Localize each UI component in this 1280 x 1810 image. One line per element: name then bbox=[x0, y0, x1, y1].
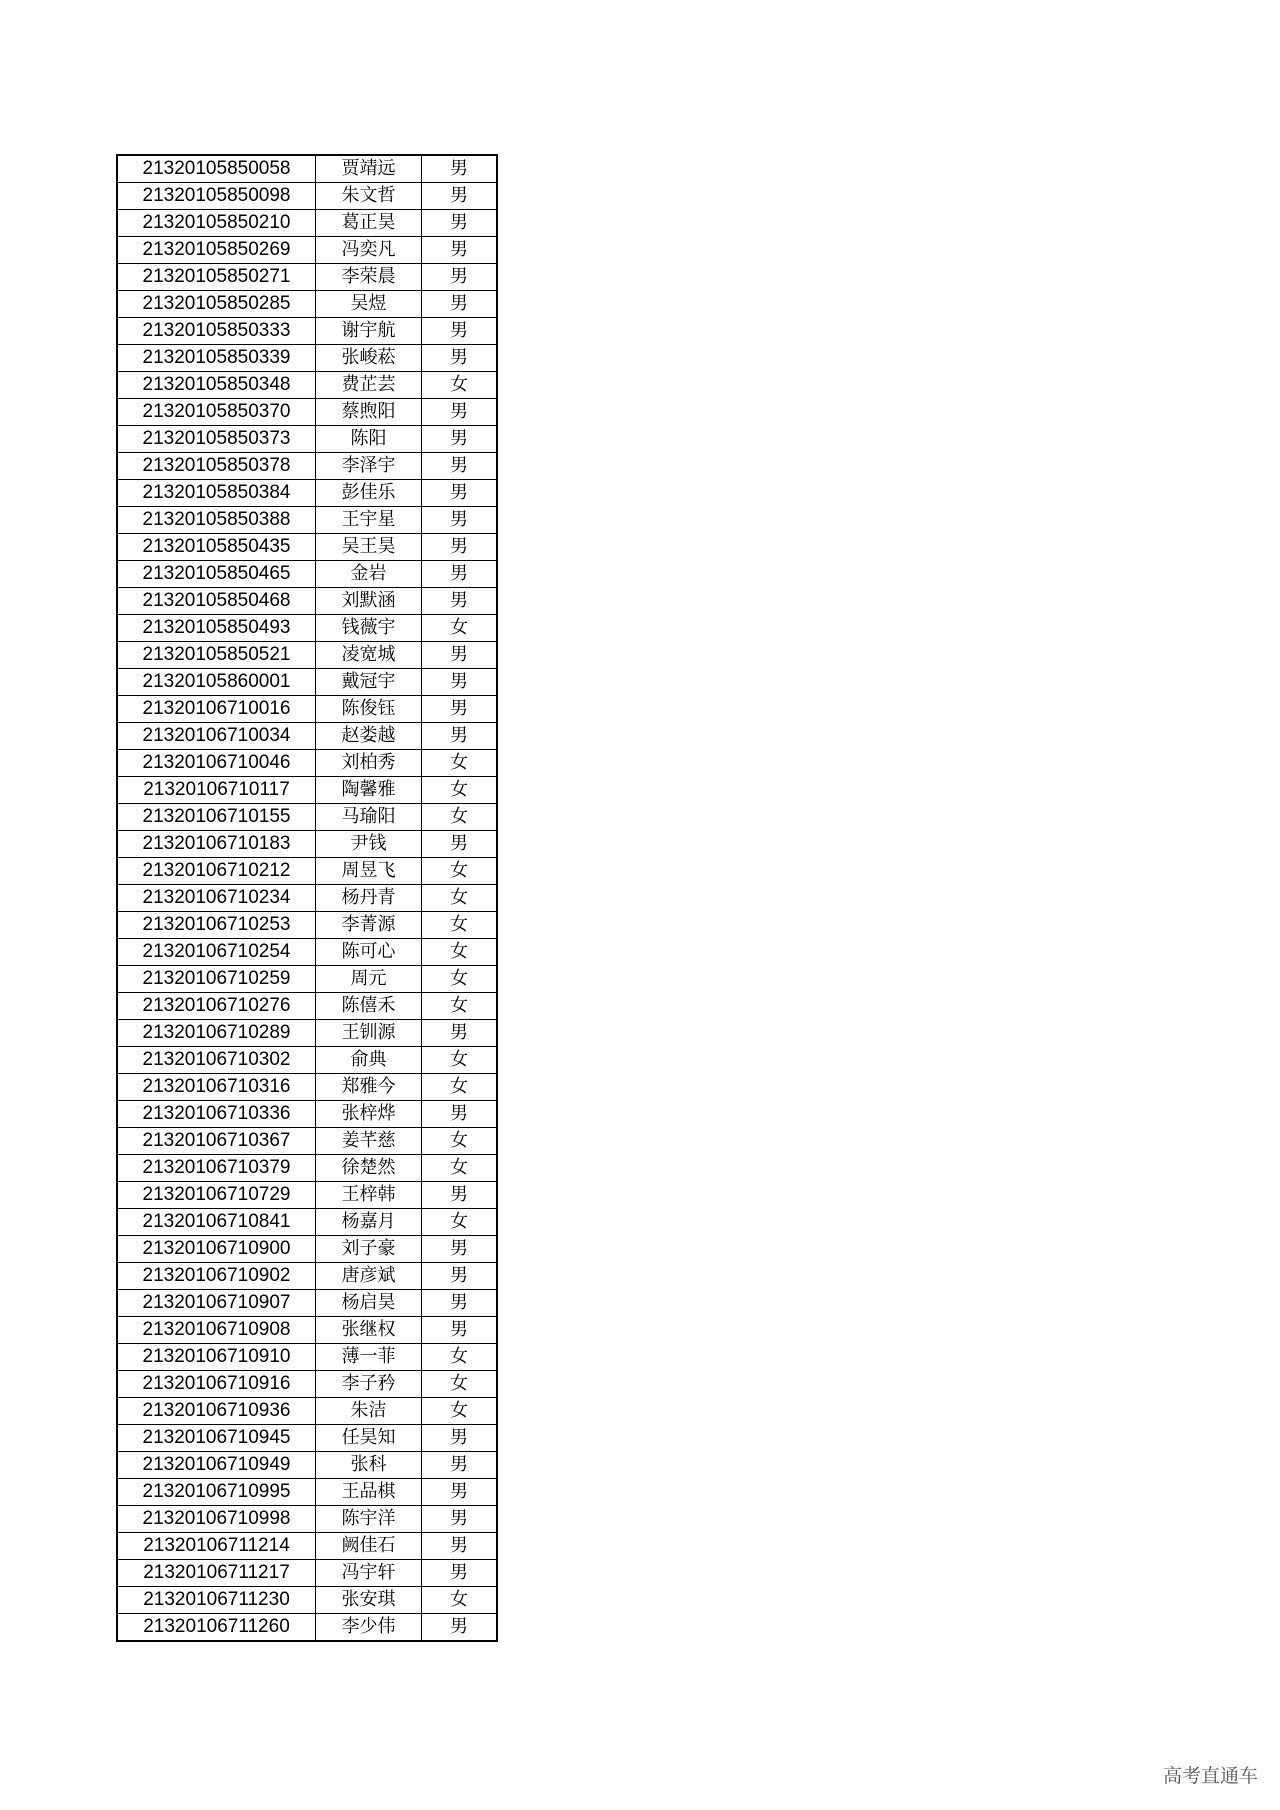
table-row bbox=[117, 372, 497, 399]
student-name-cell: 唐彦斌 bbox=[316, 1263, 422, 1290]
gender-cell: 男 bbox=[422, 155, 498, 183]
student-name-cell: 费芷芸 bbox=[316, 372, 422, 399]
student-name-cell: 刘柏秀 bbox=[316, 750, 422, 777]
table-row bbox=[117, 1128, 497, 1155]
student-name-cell: 张梓烨 bbox=[316, 1101, 422, 1128]
table-row bbox=[117, 588, 497, 615]
gender-cell: 女 bbox=[422, 372, 498, 399]
table-row bbox=[117, 1263, 497, 1290]
gender-cell: 女 bbox=[422, 804, 498, 831]
table-row bbox=[117, 1074, 497, 1101]
student-name-cell: 薄一菲 bbox=[316, 1344, 422, 1371]
gender-cell: 女 bbox=[422, 1128, 498, 1155]
student-id-cell: 21320105850435 bbox=[117, 534, 316, 561]
student-name-cell: 王宇星 bbox=[316, 507, 422, 534]
gender-cell: 女 bbox=[422, 939, 498, 966]
student-id-cell: 21320105850348 bbox=[117, 372, 316, 399]
student-name-cell: 王梓韩 bbox=[316, 1182, 422, 1209]
student-id-cell: 21320106710117 bbox=[117, 777, 316, 804]
gender-cell: 女 bbox=[422, 1587, 498, 1614]
table-row bbox=[117, 1101, 497, 1128]
table-row bbox=[117, 1506, 497, 1533]
student-id-cell: 21320105850333 bbox=[117, 318, 316, 345]
student-name-cell: 李子矜 bbox=[316, 1371, 422, 1398]
gender-cell: 男 bbox=[422, 831, 498, 858]
gender-cell: 女 bbox=[422, 1155, 498, 1182]
student-name-cell: 刘子豪 bbox=[316, 1236, 422, 1263]
student-name-cell: 郑雅今 bbox=[316, 1074, 422, 1101]
student-id-cell: 21320106710908 bbox=[117, 1317, 316, 1344]
student-id-cell: 21320105850388 bbox=[117, 507, 316, 534]
table-row bbox=[117, 912, 497, 939]
table-row bbox=[117, 939, 497, 966]
student-id-cell: 21320105850493 bbox=[117, 615, 316, 642]
student-name-cell: 王品棋 bbox=[316, 1479, 422, 1506]
student-name-cell: 陈僖禾 bbox=[316, 993, 422, 1020]
student-name-cell: 陈可心 bbox=[316, 939, 422, 966]
table-row bbox=[117, 1317, 497, 1344]
gender-cell: 男 bbox=[422, 237, 498, 264]
student-id-cell: 21320106710259 bbox=[117, 966, 316, 993]
student-name-cell: 李菁源 bbox=[316, 912, 422, 939]
gender-cell: 女 bbox=[422, 1074, 498, 1101]
student-id-cell: 21320105850285 bbox=[117, 291, 316, 318]
student-id-cell: 21320105850058 bbox=[117, 155, 316, 183]
student-id-cell: 21320106710316 bbox=[117, 1074, 316, 1101]
gender-cell: 男 bbox=[422, 318, 498, 345]
table-row bbox=[117, 696, 497, 723]
gender-cell: 男 bbox=[422, 480, 498, 507]
student-name-cell: 李泽宇 bbox=[316, 453, 422, 480]
table-row bbox=[117, 426, 497, 453]
student-id-cell: 21320106710841 bbox=[117, 1209, 316, 1236]
gender-cell: 女 bbox=[422, 858, 498, 885]
table-row bbox=[117, 480, 497, 507]
student-id-cell: 21320105850269 bbox=[117, 237, 316, 264]
student-name-cell: 凌宽城 bbox=[316, 642, 422, 669]
table-row bbox=[117, 155, 497, 183]
student-name-cell: 陈宇洋 bbox=[316, 1506, 422, 1533]
table-row bbox=[117, 723, 497, 750]
gender-cell: 女 bbox=[422, 1398, 498, 1425]
student-roster-table bbox=[116, 154, 498, 1642]
gender-cell: 女 bbox=[422, 615, 498, 642]
gender-cell: 男 bbox=[422, 1020, 498, 1047]
table-row bbox=[117, 777, 497, 804]
table-row bbox=[117, 831, 497, 858]
student-name-cell: 冯宇轩 bbox=[316, 1560, 422, 1587]
gender-cell: 男 bbox=[422, 534, 498, 561]
student-id-cell: 21320106711260 bbox=[117, 1614, 316, 1642]
gender-cell: 男 bbox=[422, 1317, 498, 1344]
table-row bbox=[117, 1020, 497, 1047]
student-id-cell: 21320106711214 bbox=[117, 1533, 316, 1560]
gender-cell: 男 bbox=[422, 669, 498, 696]
student-id-cell: 21320106710016 bbox=[117, 696, 316, 723]
student-id-cell: 21320106710998 bbox=[117, 1506, 316, 1533]
table-row bbox=[117, 561, 497, 588]
gender-cell: 男 bbox=[422, 696, 498, 723]
gender-cell: 男 bbox=[422, 426, 498, 453]
table-row bbox=[117, 237, 497, 264]
student-id-cell: 21320105860001 bbox=[117, 669, 316, 696]
student-id-cell: 21320105850370 bbox=[117, 399, 316, 426]
table-row bbox=[117, 1344, 497, 1371]
student-id-cell: 21320106710276 bbox=[117, 993, 316, 1020]
table-row bbox=[117, 1425, 497, 1452]
student-id-cell: 21320106710949 bbox=[117, 1452, 316, 1479]
student-name-cell: 戴冠宇 bbox=[316, 669, 422, 696]
table-row bbox=[117, 1371, 497, 1398]
table-row bbox=[117, 399, 497, 426]
student-name-cell: 金岩 bbox=[316, 561, 422, 588]
gender-cell: 男 bbox=[422, 210, 498, 237]
gender-cell: 男 bbox=[422, 453, 498, 480]
gender-cell: 男 bbox=[422, 1101, 498, 1128]
table-row bbox=[117, 291, 497, 318]
student-name-cell: 张安琪 bbox=[316, 1587, 422, 1614]
gender-cell: 女 bbox=[422, 750, 498, 777]
student-id-cell: 21320106710183 bbox=[117, 831, 316, 858]
table-row bbox=[117, 1290, 497, 1317]
table-row bbox=[117, 210, 497, 237]
student-name-cell: 陈俊钰 bbox=[316, 696, 422, 723]
gender-cell: 女 bbox=[422, 777, 498, 804]
gender-cell: 男 bbox=[422, 399, 498, 426]
student-name-cell: 徐楚然 bbox=[316, 1155, 422, 1182]
student-id-cell: 21320106710379 bbox=[117, 1155, 316, 1182]
gender-cell: 女 bbox=[422, 993, 498, 1020]
student-id-cell: 21320106711217 bbox=[117, 1560, 316, 1587]
gender-cell: 男 bbox=[422, 345, 498, 372]
gender-cell: 男 bbox=[422, 1614, 498, 1642]
table-row bbox=[117, 1587, 497, 1614]
gender-cell: 女 bbox=[422, 1371, 498, 1398]
gender-cell: 男 bbox=[422, 264, 498, 291]
gender-cell: 女 bbox=[422, 966, 498, 993]
table-row bbox=[117, 885, 497, 912]
table-row bbox=[117, 858, 497, 885]
student-name-cell: 尹钱 bbox=[316, 831, 422, 858]
student-id-cell: 21320106710212 bbox=[117, 858, 316, 885]
student-id-cell: 21320105850098 bbox=[117, 183, 316, 210]
student-id-cell: 21320106710302 bbox=[117, 1047, 316, 1074]
table-row bbox=[117, 1236, 497, 1263]
student-id-cell: 21320106710253 bbox=[117, 912, 316, 939]
table-row bbox=[117, 993, 497, 1020]
table-row bbox=[117, 1047, 497, 1074]
gender-cell: 男 bbox=[422, 723, 498, 750]
student-name-cell: 姜芊慈 bbox=[316, 1128, 422, 1155]
student-name-cell: 阙佳石 bbox=[316, 1533, 422, 1560]
table-row bbox=[117, 1155, 497, 1182]
student-id-cell: 21320106710254 bbox=[117, 939, 316, 966]
student-id-cell: 21320106710995 bbox=[117, 1479, 316, 1506]
table-row bbox=[117, 1479, 497, 1506]
table-row bbox=[117, 966, 497, 993]
student-id-cell: 21320106710367 bbox=[117, 1128, 316, 1155]
gender-cell: 男 bbox=[422, 1452, 498, 1479]
table-row bbox=[117, 1560, 497, 1587]
student-name-cell: 周昱飞 bbox=[316, 858, 422, 885]
student-name-cell: 吴王昊 bbox=[316, 534, 422, 561]
student-id-cell: 21320105850465 bbox=[117, 561, 316, 588]
gender-cell: 男 bbox=[422, 561, 498, 588]
gender-cell: 男 bbox=[422, 1560, 498, 1587]
student-id-cell: 21320106710234 bbox=[117, 885, 316, 912]
table-row bbox=[117, 1533, 497, 1560]
table-row bbox=[117, 453, 497, 480]
table-row bbox=[117, 615, 497, 642]
student-name-cell: 吴煜 bbox=[316, 291, 422, 318]
table-row bbox=[117, 1209, 497, 1236]
student-name-cell: 周元 bbox=[316, 966, 422, 993]
student-name-cell: 谢宇航 bbox=[316, 318, 422, 345]
student-id-cell: 21320105850378 bbox=[117, 453, 316, 480]
table-row bbox=[117, 507, 497, 534]
student-id-cell: 21320106710945 bbox=[117, 1425, 316, 1452]
table-row bbox=[117, 1182, 497, 1209]
gender-cell: 男 bbox=[422, 1506, 498, 1533]
gender-cell: 男 bbox=[422, 1425, 498, 1452]
table-row bbox=[117, 804, 497, 831]
student-name-cell: 贾靖远 bbox=[316, 155, 422, 183]
student-name-cell: 杨启昊 bbox=[316, 1290, 422, 1317]
gender-cell: 女 bbox=[422, 1209, 498, 1236]
student-name-cell: 张峻菘 bbox=[316, 345, 422, 372]
student-name-cell: 陶馨雅 bbox=[316, 777, 422, 804]
student-name-cell: 任昊知 bbox=[316, 1425, 422, 1452]
gender-cell: 男 bbox=[422, 507, 498, 534]
student-id-cell: 21320106710046 bbox=[117, 750, 316, 777]
gender-cell: 女 bbox=[422, 912, 498, 939]
gender-cell: 女 bbox=[422, 1047, 498, 1074]
gender-cell: 男 bbox=[422, 588, 498, 615]
gender-cell: 女 bbox=[422, 885, 498, 912]
student-name-cell: 朱洁 bbox=[316, 1398, 422, 1425]
student-name-cell: 李荣晨 bbox=[316, 264, 422, 291]
table-row bbox=[117, 750, 497, 777]
table-row bbox=[117, 1398, 497, 1425]
student-name-cell: 赵娄越 bbox=[316, 723, 422, 750]
student-name-cell: 彭佳乐 bbox=[316, 480, 422, 507]
gender-cell: 女 bbox=[422, 1344, 498, 1371]
student-id-cell: 21320106710289 bbox=[117, 1020, 316, 1047]
table-row bbox=[117, 534, 497, 561]
student-id-cell: 21320105850384 bbox=[117, 480, 316, 507]
student-name-cell: 俞典 bbox=[316, 1047, 422, 1074]
gender-cell: 男 bbox=[422, 291, 498, 318]
student-id-cell: 21320106710034 bbox=[117, 723, 316, 750]
student-name-cell: 李少伟 bbox=[316, 1614, 422, 1642]
student-name-cell: 刘默涵 bbox=[316, 588, 422, 615]
student-id-cell: 21320106711230 bbox=[117, 1587, 316, 1614]
table-row bbox=[117, 642, 497, 669]
student-id-cell: 21320105850373 bbox=[117, 426, 316, 453]
student-id-cell: 21320106710729 bbox=[117, 1182, 316, 1209]
student-id-cell: 21320106710155 bbox=[117, 804, 316, 831]
table-row bbox=[117, 1614, 497, 1642]
student-id-cell: 21320105850468 bbox=[117, 588, 316, 615]
student-name-cell: 马瑜阳 bbox=[316, 804, 422, 831]
student-id-cell: 21320106710336 bbox=[117, 1101, 316, 1128]
student-name-cell: 王钏源 bbox=[316, 1020, 422, 1047]
student-name-cell: 冯奕凡 bbox=[316, 237, 422, 264]
gender-cell: 男 bbox=[422, 183, 498, 210]
gender-cell: 男 bbox=[422, 1263, 498, 1290]
table-row bbox=[117, 318, 497, 345]
student-name-cell: 陈阳 bbox=[316, 426, 422, 453]
table-row bbox=[117, 183, 497, 210]
gender-cell: 男 bbox=[422, 1182, 498, 1209]
gender-cell: 男 bbox=[422, 1533, 498, 1560]
student-name-cell: 葛正昊 bbox=[316, 210, 422, 237]
student-name-cell: 钱薇宇 bbox=[316, 615, 422, 642]
student-name-cell: 杨丹青 bbox=[316, 885, 422, 912]
gender-cell: 男 bbox=[422, 642, 498, 669]
student-name-cell: 张科 bbox=[316, 1452, 422, 1479]
student-name-cell: 蔡煦阳 bbox=[316, 399, 422, 426]
student-id-cell: 21320105850271 bbox=[117, 264, 316, 291]
student-id-cell: 21320106710900 bbox=[117, 1236, 316, 1263]
table-row bbox=[117, 345, 497, 372]
roster-body bbox=[117, 155, 497, 1641]
student-id-cell: 21320106710907 bbox=[117, 1290, 316, 1317]
table-row bbox=[117, 669, 497, 696]
table-row bbox=[117, 1452, 497, 1479]
student-id-cell: 21320105850339 bbox=[117, 345, 316, 372]
gender-cell: 男 bbox=[422, 1236, 498, 1263]
student-name-cell: 朱文哲 bbox=[316, 183, 422, 210]
student-id-cell: 21320106710902 bbox=[117, 1263, 316, 1290]
student-name-cell: 杨嘉月 bbox=[316, 1209, 422, 1236]
table-row bbox=[117, 264, 497, 291]
student-id-cell: 21320105850521 bbox=[117, 642, 316, 669]
gender-cell: 男 bbox=[422, 1290, 498, 1317]
student-id-cell: 21320106710936 bbox=[117, 1398, 316, 1425]
watermark: 高考直通车 bbox=[1162, 1765, 1258, 1787]
student-id-cell: 21320105850210 bbox=[117, 210, 316, 237]
student-id-cell: 21320106710910 bbox=[117, 1344, 316, 1371]
student-name-cell: 张继权 bbox=[316, 1317, 422, 1344]
student-id-cell: 21320106710916 bbox=[117, 1371, 316, 1398]
gender-cell: 男 bbox=[422, 1479, 498, 1506]
